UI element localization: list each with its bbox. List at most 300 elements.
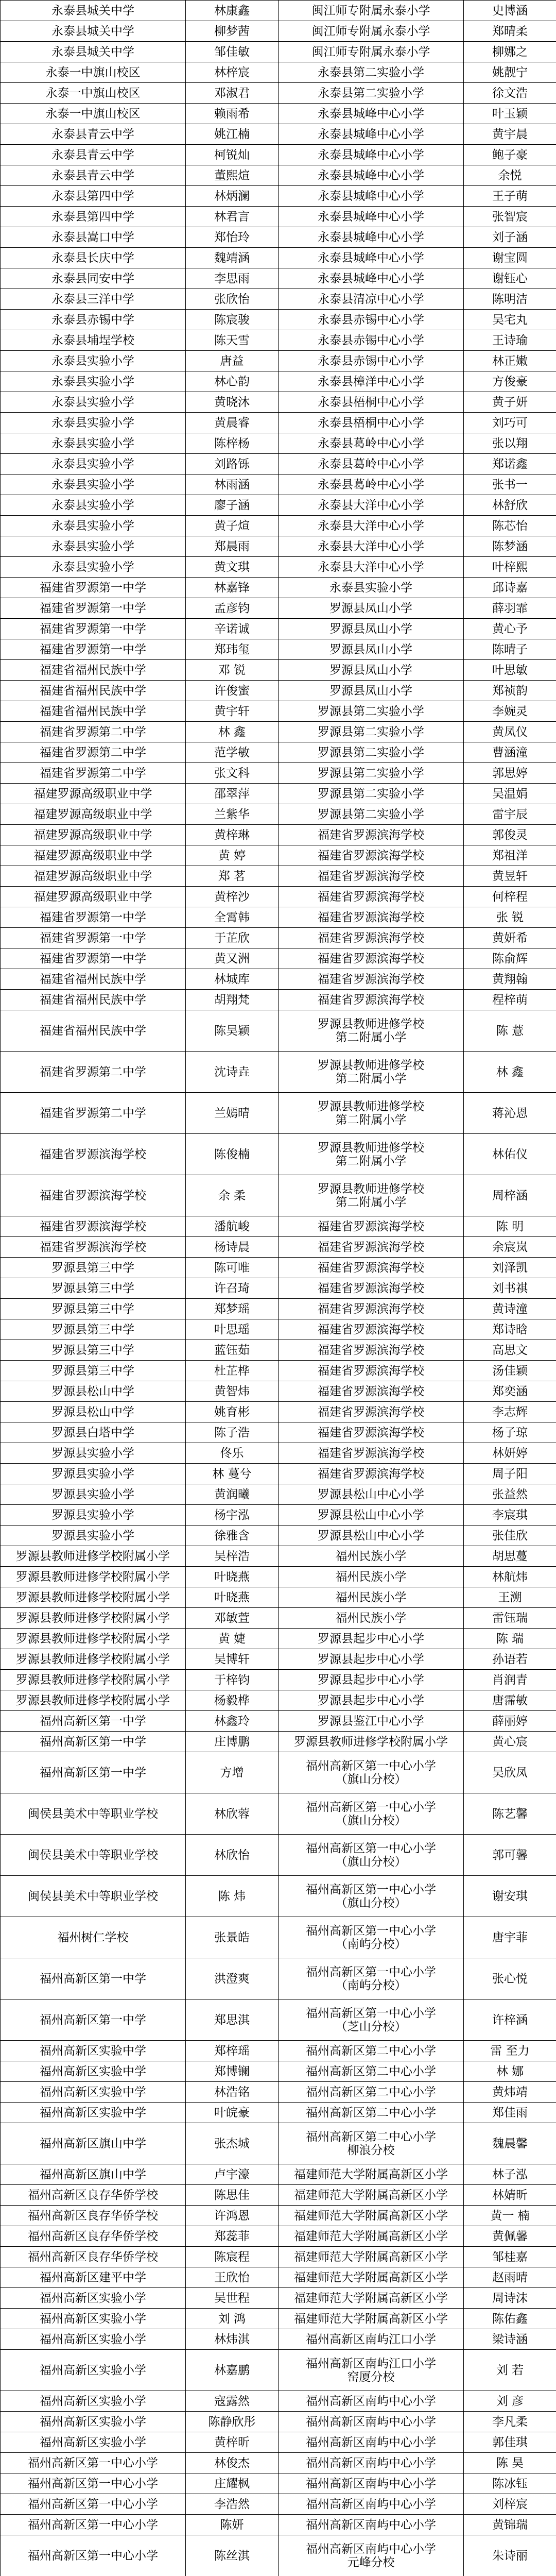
school-cell-right: 福建师范大学附属高新区小学 <box>279 2288 464 2309</box>
school-cell-left: 福州高新区实验中学 <box>1 2061 186 2082</box>
school-cell-right: 永泰县实验小学 <box>279 578 464 598</box>
student-cell-right: 周诗沫 <box>464 2288 556 2309</box>
student-cell-left: 林 蔓兮 <box>186 1464 279 1484</box>
school-cell-right: 永泰县梧桐中心小学 <box>279 413 464 433</box>
school-cell-right: 罗源县松山中心小学 <box>279 1526 464 1546</box>
table-row <box>1 2185 556 2206</box>
student-cell-right: 黄诗潼 <box>464 1299 556 1319</box>
school-cell-right: 罗源县第二实验小学 <box>279 701 464 722</box>
student-cell-left: 庄耀枫 <box>186 2473 279 2494</box>
table-row <box>1 1422 556 1443</box>
table-row <box>1 474 556 495</box>
table-row <box>1 1258 556 1278</box>
school-cell-right: 闽江师专附属永泰小学 <box>279 42 464 62</box>
student-cell-right: 张书一 <box>464 474 556 495</box>
student-cell-right: 徐文浩 <box>464 83 556 104</box>
student-cell-right: 陈艺馨 <box>464 1793 556 1835</box>
student-cell-left: 柯锐灿 <box>186 145 279 165</box>
school-cell-right: 福建师范大学附属高新区小学 <box>279 2226 464 2247</box>
school-cell-left: 永泰县青云中学 <box>1 145 186 165</box>
roster-body <box>1 1 556 2576</box>
student-cell-right: 陈冰钰 <box>464 2473 556 2494</box>
school-cell-left: 福建省罗源第一中学 <box>1 928 186 948</box>
student-cell-right: 郑晴柔 <box>464 21 556 42</box>
student-cell-left: 范学敏 <box>186 742 279 763</box>
school-cell-right: 福建省罗源滨海学校 <box>279 1258 464 1278</box>
table-row <box>1 763 556 784</box>
student-cell-left: 邓 锐 <box>186 660 279 681</box>
school-cell-left: 永泰县实验小学 <box>1 351 186 371</box>
school-cell-right: 福州高新区第二中心小学 <box>279 2103 464 2123</box>
table-row <box>1 371 556 392</box>
school-cell-right: 福州高新区南屿中心小学 <box>279 2453 464 2473</box>
student-cell-left: 杨宇泓 <box>186 1505 279 1526</box>
school-cell-left: 福建省福州民族中学 <box>1 1010 186 1052</box>
school-cell-right: 罗源县第二实验小学 <box>279 804 464 825</box>
student-cell-right: 林 娜 <box>464 2061 556 2082</box>
student-cell-left: 辛诺诚 <box>186 619 279 639</box>
school-cell-left: 福州高新区实验小学 <box>1 2350 186 2391</box>
table-row <box>1 289 556 310</box>
table-row <box>1 990 556 1010</box>
student-cell-right: 余悦 <box>464 165 556 186</box>
table-row <box>1 1835 556 1876</box>
school-cell-left: 福建省罗源第一中学 <box>1 639 186 660</box>
student-cell-right: 吴欣凤 <box>464 1752 556 1793</box>
student-cell-right: 周梓涵 <box>464 1175 556 1216</box>
student-cell-right: 陈 瑞 <box>464 1629 556 1649</box>
student-cell-left: 庄博鹏 <box>186 1732 279 1752</box>
school-cell-left: 福州高新区实验小学 <box>1 2432 186 2453</box>
school-cell-left: 罗源县教师进修学校附属小学 <box>1 1608 186 1629</box>
school-cell-left: 福建罗源高级职业中学 <box>1 845 186 866</box>
student-cell-left: 张杰城 <box>186 2123 279 2164</box>
student-cell-left: 黄智炜 <box>186 1381 279 1402</box>
school-cell-right: 罗源县起步中心小学 <box>279 1690 464 1711</box>
student-cell-left: 刘路铄 <box>186 454 279 474</box>
student-cell-right: 郑诺鑫 <box>464 454 556 474</box>
student-cell-left: 陈静欣彤 <box>186 2412 279 2432</box>
table-row <box>1 619 556 639</box>
student-cell-right: 吴温娟 <box>464 784 556 804</box>
student-cell-right: 叶玉颖 <box>464 104 556 124</box>
school-cell-left: 永泰一中旗山校区 <box>1 62 186 83</box>
student-cell-left: 兰嫣晴 <box>186 1093 279 1134</box>
table-row <box>1 1876 556 1917</box>
student-cell-right: 雷钰瑞 <box>464 1608 556 1629</box>
school-cell-right: 福建省罗源滨海学校 <box>279 1299 464 1319</box>
school-cell-right: 福州高新区第二中心小学 柳浪分校 <box>279 2123 464 2164</box>
student-cell-right: 邱诗嘉 <box>464 578 556 598</box>
school-cell-right: 罗源县教师进修学校 第二附属小学 <box>279 1052 464 1093</box>
school-cell-right: 福建师范大学附属高新区小学 <box>279 2206 464 2226</box>
table-row <box>1 1958 556 1999</box>
student-cell-right: 林航炜 <box>464 1567 556 1587</box>
student-cell-right: 薛丽婷 <box>464 1711 556 1732</box>
school-cell-left: 福州高新区第一中心小学 <box>1 2473 186 2494</box>
student-cell-left: 卢宇濠 <box>186 2164 279 2185</box>
student-cell-right: 黄佩馨 <box>464 2226 556 2247</box>
school-cell-left: 福州高新区第一中心小学 <box>1 2453 186 2473</box>
school-cell-right: 福州高新区第二中心小学 <box>279 2041 464 2061</box>
student-cell-left: 黄晨睿 <box>186 413 279 433</box>
student-cell-left: 林城库 <box>186 969 279 990</box>
school-cell-left: 福州高新区第一中学 <box>1 1752 186 1793</box>
school-cell-left: 福州高新区第一中心小学 <box>1 2515 186 2535</box>
school-cell-left: 罗源县第三中学 <box>1 1299 186 1319</box>
student-cell-right: 陈梦涵 <box>464 536 556 557</box>
student-cell-left: 张文科 <box>186 763 279 784</box>
table-row <box>1 578 556 598</box>
school-cell-left: 永泰县实验小学 <box>1 557 186 578</box>
student-cell-right: 郑奕涵 <box>464 1381 556 1402</box>
student-cell-left: 陈 炜 <box>186 1876 279 1917</box>
student-cell-left: 董熙煊 <box>186 165 279 186</box>
school-cell-right: 罗源县凤山小学 <box>279 598 464 619</box>
school-cell-left: 福州高新区良存华侨学校 <box>1 2247 186 2267</box>
student-cell-left: 林鑫玲 <box>186 1711 279 1732</box>
student-cell-right: 许梓涵 <box>464 1999 556 2041</box>
table-row <box>1 1505 556 1526</box>
school-cell-left: 罗源县实验小学 <box>1 1443 186 1464</box>
table-row <box>1 2267 556 2288</box>
school-cell-right: 永泰县樟洋中心小学 <box>279 371 464 392</box>
school-cell-left: 福建省福州民族中学 <box>1 701 186 722</box>
school-cell-left: 罗源县教师进修学校附属小学 <box>1 1587 186 1608</box>
table-row <box>1 248 556 268</box>
table-row <box>1 2041 556 2061</box>
school-cell-right: 福州民族小学 <box>279 1608 464 1629</box>
school-cell-right: 罗源县起步中心小学 <box>279 1629 464 1649</box>
school-cell-left: 罗源县松山中学 <box>1 1381 186 1402</box>
school-cell-right: 永泰县大洋中心小学 <box>279 516 464 536</box>
table-row <box>1 62 556 83</box>
table-row <box>1 165 556 186</box>
school-cell-left: 福建省罗源第一中学 <box>1 619 186 639</box>
student-cell-left: 廖子涵 <box>186 495 279 516</box>
student-cell-right: 朱诗丽 <box>464 2535 556 2576</box>
student-cell-left: 陈子浩 <box>186 1422 279 1443</box>
school-cell-left: 福州高新区建平中学 <box>1 2267 186 2288</box>
student-cell-left: 林炜淇 <box>186 2329 279 2350</box>
student-cell-left: 陈宸程 <box>186 2247 279 2267</box>
school-cell-left: 永泰县实验小学 <box>1 454 186 474</box>
student-cell-left: 叶晓燕 <box>186 1587 279 1608</box>
student-cell-right: 邹桂嘉 <box>464 2247 556 2267</box>
school-cell-right: 永泰县赤锡中心小学 <box>279 310 464 330</box>
student-cell-left: 郑玮玺 <box>186 639 279 660</box>
school-cell-left: 福州高新区实验中学 <box>1 2041 186 2061</box>
table-row <box>1 948 556 969</box>
table-row <box>1 1361 556 1381</box>
student-cell-right: 赵雨晴 <box>464 2267 556 2288</box>
student-cell-left: 张景皓 <box>186 1917 279 1958</box>
table-row <box>1 2061 556 2082</box>
student-cell-left: 姚江楠 <box>186 124 279 145</box>
student-cell-left: 黄梓昕 <box>186 2432 279 2453</box>
student-cell-left: 潘航峻 <box>186 1216 279 1237</box>
student-cell-right: 张以翔 <box>464 433 556 454</box>
school-cell-right: 永泰县城峰中心小学 <box>279 227 464 248</box>
table-row <box>1 186 556 207</box>
school-cell-left: 永泰县实验小学 <box>1 536 186 557</box>
school-cell-right: 福州高新区南屿中心小学 <box>279 2432 464 2453</box>
school-cell-left: 福建罗源高级职业中学 <box>1 804 186 825</box>
student-cell-right: 郑诗晗 <box>464 1319 556 1340</box>
school-cell-right: 福建省罗源滨海学校 <box>279 948 464 969</box>
school-cell-left: 闽侯县美术中等职业学校 <box>1 1835 186 1876</box>
student-cell-left: 黄梓沙 <box>186 887 279 907</box>
school-cell-left: 福州高新区良存华侨学校 <box>1 2226 186 2247</box>
student-cell-left: 陈梓杨 <box>186 433 279 454</box>
student-cell-right: 谢安琪 <box>464 1876 556 1917</box>
student-cell-right: 郭佳琪 <box>464 2432 556 2453</box>
school-cell-left: 罗源县第三中学 <box>1 1340 186 1361</box>
table-row <box>1 145 556 165</box>
student-cell-right: 林婧昕 <box>464 2185 556 2206</box>
student-cell-right: 王子萌 <box>464 186 556 207</box>
student-cell-right: 唐霈敏 <box>464 1690 556 1711</box>
table-row <box>1 1381 556 1402</box>
student-cell-right: 郭思婷 <box>464 763 556 784</box>
table-row <box>1 557 556 578</box>
student-cell-left: 郑晨雨 <box>186 536 279 557</box>
student-cell-left: 胡翔梵 <box>186 990 279 1010</box>
table-row <box>1 516 556 536</box>
student-cell-right: 谢宝圆 <box>464 248 556 268</box>
table-row <box>1 2206 556 2226</box>
student-cell-right: 周子阳 <box>464 1464 556 1484</box>
school-cell-right: 罗源县凤山小学 <box>279 619 464 639</box>
school-cell-right: 罗源县教师进修学校 第二附属小学 <box>279 1175 464 1216</box>
table-row <box>1 1999 556 2041</box>
table-row <box>1 2535 556 2576</box>
school-cell-right: 永泰县赤锡中心小学 <box>279 351 464 371</box>
table-row <box>1 1340 556 1361</box>
student-cell-left: 吴世程 <box>186 2288 279 2309</box>
student-cell-left: 姚育彬 <box>186 1402 279 1422</box>
school-cell-right: 永泰县大洋中心小学 <box>279 495 464 516</box>
school-cell-left: 永泰县三洋中学 <box>1 289 186 310</box>
school-cell-right: 永泰县清凉中心小学 <box>279 289 464 310</box>
student-cell-right: 刘 彦 <box>464 2391 556 2412</box>
table-row <box>1 1484 556 1505</box>
student-cell-right: 陈晴子 <box>464 639 556 660</box>
school-cell-left: 福州高新区第一中学 <box>1 1999 186 2041</box>
student-cell-left: 黄润曦 <box>186 1484 279 1505</box>
school-cell-right: 福州民族小学 <box>279 1587 464 1608</box>
school-cell-right: 永泰县城峰中心小学 <box>279 145 464 165</box>
student-cell-right: 张智宸 <box>464 207 556 227</box>
school-cell-right: 福建省罗源滨海学校 <box>279 1237 464 1258</box>
school-cell-right: 永泰县葛岭中心小学 <box>279 454 464 474</box>
student-cell-left: 杨毅桦 <box>186 1690 279 1711</box>
school-cell-right: 福建省罗源滨海学校 <box>279 1340 464 1361</box>
table-row <box>1 1711 556 1732</box>
student-cell-left: 李浩然 <box>186 2494 279 2515</box>
school-cell-right: 罗源县起步中心小学 <box>279 1670 464 1690</box>
table-row <box>1 330 556 351</box>
student-cell-right: 吴宅丸 <box>464 310 556 330</box>
school-cell-right: 罗源县凤山小学 <box>279 681 464 701</box>
school-cell-right: 罗源县第二实验小学 <box>279 722 464 742</box>
student-cell-right: 蒋沁恩 <box>464 1093 556 1134</box>
school-cell-left: 罗源县教师进修学校附属小学 <box>1 1670 186 1690</box>
school-cell-left: 福建省罗源滨海学校 <box>1 1134 186 1175</box>
school-cell-right: 福建师范大学附属高新区小学 <box>279 2267 464 2288</box>
student-cell-left: 叶思瑶 <box>186 1319 279 1340</box>
student-cell-left: 洪澄爽 <box>186 1958 279 1999</box>
table-row <box>1 2082 556 2103</box>
table-row <box>1 2247 556 2267</box>
school-cell-left: 罗源县白塔中学 <box>1 1422 186 1443</box>
student-cell-left: 郑蕊菲 <box>186 2226 279 2247</box>
student-cell-left: 林嘉鹏 <box>186 2350 279 2391</box>
table-row <box>1 351 556 371</box>
school-cell-left: 福建罗源高级职业中学 <box>1 866 186 887</box>
school-cell-left: 福州树仁学校 <box>1 1917 186 1958</box>
school-cell-right: 福建省罗源滨海学校 <box>279 928 464 948</box>
school-cell-left: 福州高新区实验小学 <box>1 2391 186 2412</box>
school-cell-left: 福州高新区旗山中学 <box>1 2164 186 2185</box>
school-cell-left: 永泰县嵩口中学 <box>1 227 186 248</box>
school-cell-right: 福建省罗源滨海学校 <box>279 969 464 990</box>
school-cell-right: 福建省罗源滨海学校 <box>279 907 464 928</box>
student-cell-right: 黄宇晨 <box>464 124 556 145</box>
table-row <box>1 1464 556 1484</box>
student-cell-left: 寇露然 <box>186 2391 279 2412</box>
table-row <box>1 2288 556 2309</box>
school-cell-left: 福建省罗源第二中学 <box>1 742 186 763</box>
student-cell-left: 林俊杰 <box>186 2453 279 2473</box>
table-row <box>1 681 556 701</box>
table-row <box>1 1732 556 1752</box>
student-cell-left: 佟乐 <box>186 1443 279 1464</box>
table-row <box>1 866 556 887</box>
school-cell-right: 福建师范大学附属高新区小学 <box>279 2309 464 2329</box>
student-cell-right: 程梓萌 <box>464 990 556 1010</box>
school-cell-left: 永泰县实验小学 <box>1 413 186 433</box>
school-cell-right: 福建省罗源滨海学校 <box>279 1443 464 1464</box>
table-row <box>1 1546 556 1567</box>
student-cell-left: 许鸿恩 <box>186 2206 279 2226</box>
school-cell-right: 永泰县城峰中心小学 <box>279 165 464 186</box>
school-cell-right: 福州高新区南屿中心小学 <box>279 2494 464 2515</box>
table-row <box>1 124 556 145</box>
student-cell-left: 柳梦茜 <box>186 21 279 42</box>
school-cell-right: 福州高新区南屿中心小学 <box>279 2515 464 2535</box>
student-cell-left: 余 柔 <box>186 1175 279 1216</box>
student-cell-left: 陈昊颖 <box>186 1010 279 1052</box>
student-cell-right: 林妍婷 <box>464 1443 556 1464</box>
school-cell-right: 福建师范大学附属高新区小学 <box>279 2185 464 2206</box>
student-cell-right: 王诗瑜 <box>464 330 556 351</box>
student-cell-right: 史博涵 <box>464 1 556 21</box>
school-cell-left: 罗源县教师进修学校附属小学 <box>1 1567 186 1587</box>
school-cell-left: 福建罗源高级职业中学 <box>1 825 186 845</box>
school-cell-right: 永泰县城峰中心小学 <box>279 124 464 145</box>
school-cell-left: 永泰县实验小学 <box>1 392 186 413</box>
table-row <box>1 1690 556 1711</box>
student-cell-left: 吴博轩 <box>186 1649 279 1670</box>
student-cell-left: 李思雨 <box>186 268 279 289</box>
school-cell-right: 福州高新区第一中心小学 （南屿分校） <box>279 1958 464 1999</box>
table-row <box>1 2226 556 2247</box>
student-cell-right: 谢钰心 <box>464 268 556 289</box>
school-cell-right: 福建省罗源滨海学校 <box>279 866 464 887</box>
school-cell-left: 福州高新区旗山中学 <box>1 2123 186 2164</box>
table-row <box>1 1175 556 1216</box>
student-cell-left: 张欣怡 <box>186 289 279 310</box>
table-row <box>1 1402 556 1422</box>
student-cell-left: 黄晓沐 <box>186 392 279 413</box>
table-row <box>1 1567 556 1587</box>
school-cell-right: 福州高新区第一中心小学 （南屿分校） <box>279 1917 464 1958</box>
school-cell-left: 福建省罗源第一中学 <box>1 907 186 928</box>
table-row <box>1 536 556 557</box>
school-cell-right: 福州高新区南屿中心小学 <box>279 2412 464 2432</box>
school-cell-left: 永泰县城关中学 <box>1 42 186 62</box>
school-cell-left: 福建省罗源第二中学 <box>1 1052 186 1093</box>
student-cell-left: 于梓钧 <box>186 1670 279 1690</box>
school-cell-left: 永泰县实验小学 <box>1 474 186 495</box>
student-cell-right: 刘梓宸 <box>464 2494 556 2515</box>
school-cell-left: 罗源县实验小学 <box>1 1505 186 1526</box>
table-row <box>1 2309 556 2329</box>
student-cell-left: 黄梓琳 <box>186 825 279 845</box>
table-row <box>1 1443 556 1464</box>
school-cell-left: 福州高新区实验中学 <box>1 2082 186 2103</box>
student-cell-left: 蓝钰茹 <box>186 1340 279 1361</box>
school-cell-right: 福州民族小学 <box>279 1567 464 1587</box>
student-cell-right: 张佳欣 <box>464 1526 556 1546</box>
student-cell-right: 陈俞辉 <box>464 948 556 969</box>
student-cell-right: 林舒欣 <box>464 495 556 516</box>
student-cell-left: 郑梦瑶 <box>186 1299 279 1319</box>
school-cell-right: 福建省罗源滨海学校 <box>279 1361 464 1381</box>
school-cell-left: 福建罗源高级职业中学 <box>1 784 186 804</box>
student-cell-left: 林心韵 <box>186 371 279 392</box>
school-cell-right: 永泰县城峰中心小学 <box>279 248 464 268</box>
table-row <box>1 1629 556 1649</box>
school-cell-right: 永泰县城峰中心小学 <box>279 268 464 289</box>
student-cell-left: 邹佳敏 <box>186 42 279 62</box>
school-cell-left: 永泰县赤锡中学 <box>1 310 186 330</box>
school-cell-left: 永泰县青云中学 <box>1 124 186 145</box>
school-cell-left: 罗源县松山中学 <box>1 1402 186 1422</box>
school-cell-right: 福建省罗源滨海学校 <box>279 1319 464 1340</box>
table-row <box>1 969 556 990</box>
table-row <box>1 1587 556 1608</box>
student-cell-left: 陈妍 <box>186 2515 279 2535</box>
student-cell-right: 曹涵潼 <box>464 742 556 763</box>
table-row <box>1 495 556 516</box>
table-row <box>1 2164 556 2185</box>
school-cell-right: 罗源县第二实验小学 <box>279 763 464 784</box>
student-cell-left: 郑怡玲 <box>186 227 279 248</box>
school-cell-right: 永泰县城峰中心小学 <box>279 186 464 207</box>
table-row <box>1 1917 556 1958</box>
student-cell-right: 刘子涵 <box>464 227 556 248</box>
table-row <box>1 1278 556 1299</box>
table-row <box>1 784 556 804</box>
table-row <box>1 21 556 42</box>
school-cell-left: 罗源县第三中学 <box>1 1319 186 1340</box>
student-cell-left: 林雨涵 <box>186 474 279 495</box>
student-cell-left: 叶晓燕 <box>186 1567 279 1587</box>
school-cell-left: 永泰县城关中学 <box>1 21 186 42</box>
student-cell-right: 方俊豪 <box>464 371 556 392</box>
